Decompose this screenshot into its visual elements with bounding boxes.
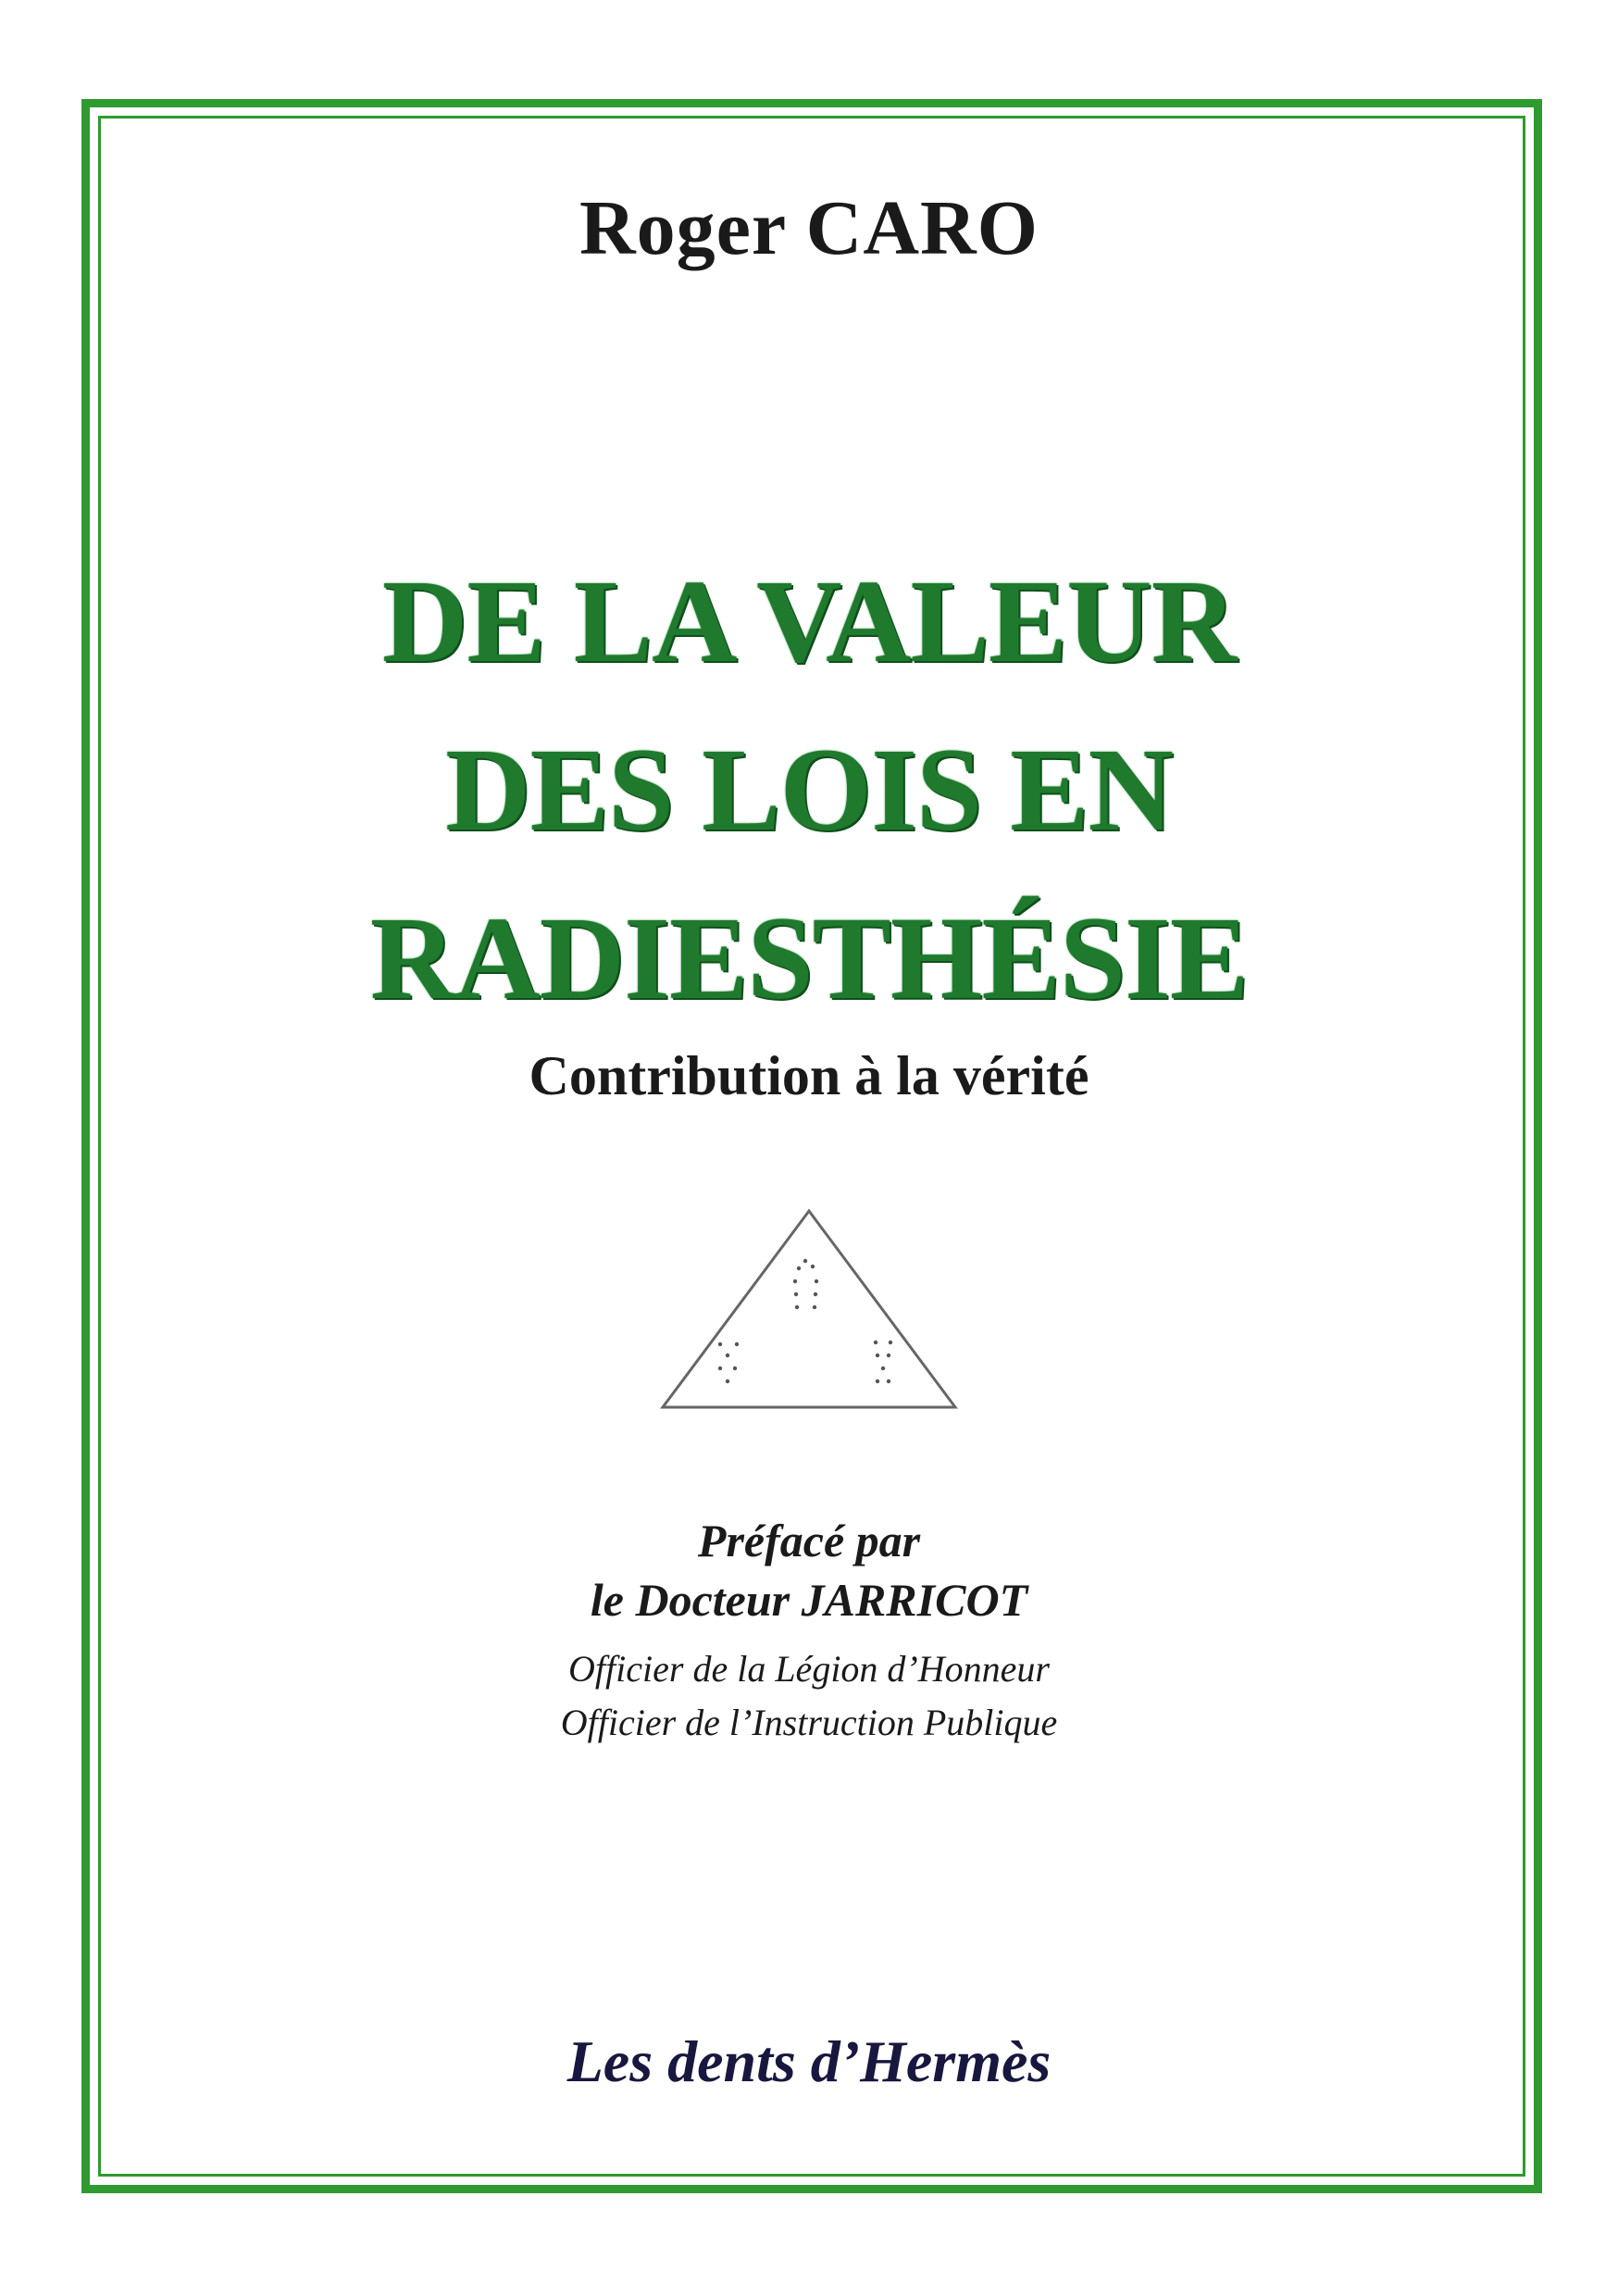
publisher-name: Les dents d’Hermès bbox=[566, 2028, 1052, 2094]
title-line-1: DE LA VALEUR bbox=[381, 555, 1237, 687]
triangle-dots-icon bbox=[655, 1205, 963, 1415]
preface-line-2: le Docteur JARRICOT bbox=[590, 1574, 1028, 1626]
preface-block bbox=[0, 1511, 1618, 1629]
title-line-2: DES LOIS EN bbox=[445, 724, 1173, 855]
book-title bbox=[0, 537, 1618, 1042]
honor-line-1: Officier de la Légion d’Honneur bbox=[568, 1648, 1050, 1690]
title-line-3: RADIESTHÉSIE bbox=[369, 892, 1249, 1024]
author-name: Roger CARO bbox=[579, 185, 1039, 271]
book-subtitle: Contribution à la vérité bbox=[529, 1045, 1089, 1106]
honor-line-2: Officier de l’Instruction Publique bbox=[560, 1702, 1058, 1743]
preface-honors bbox=[0, 1642, 1618, 1750]
preface-line-1: Préfacé par bbox=[697, 1515, 921, 1566]
cover-frame-inner bbox=[98, 116, 1525, 2177]
